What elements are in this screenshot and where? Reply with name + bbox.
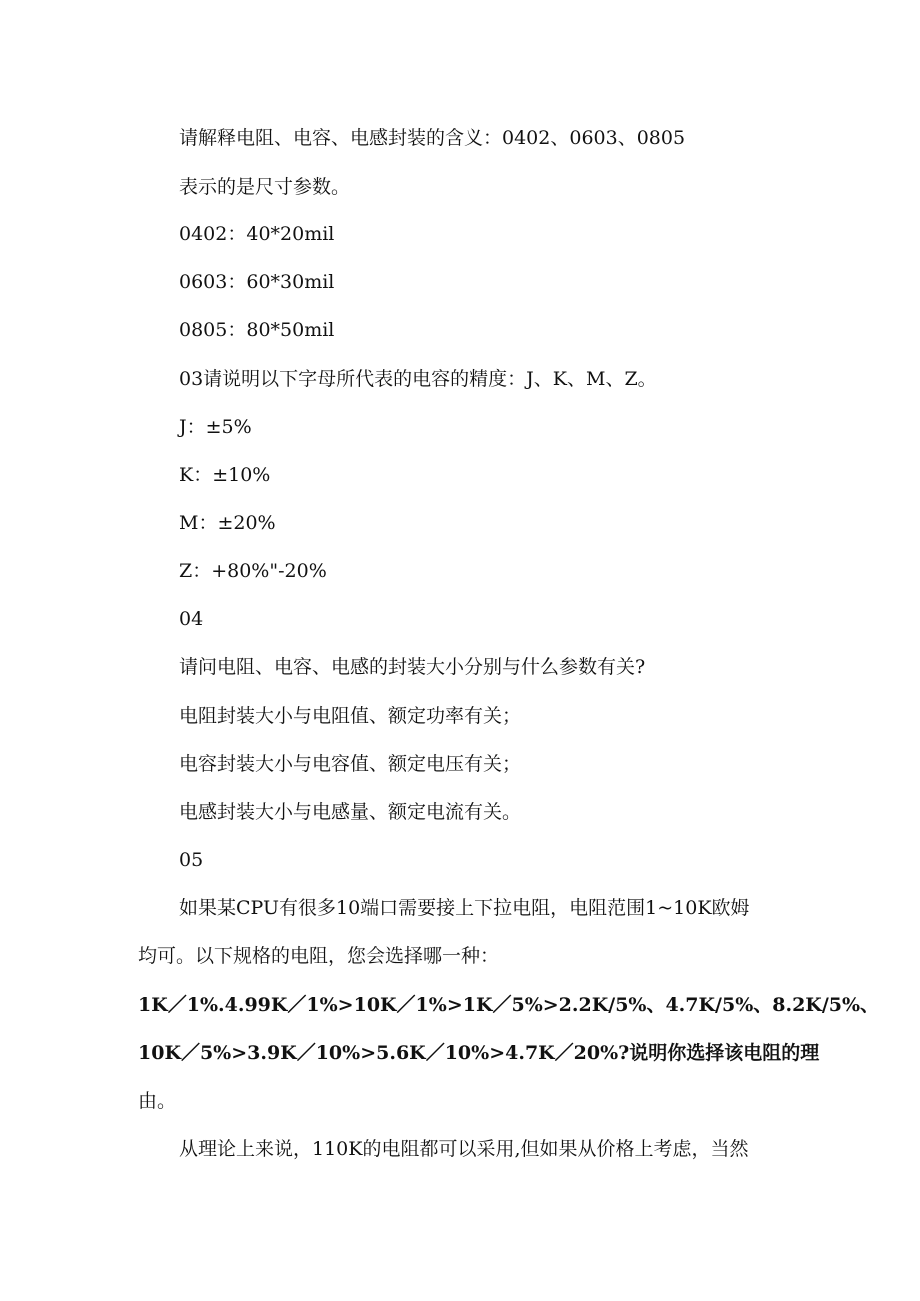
question-05-line-2: 均可。以下规格的电阻，您会选择哪一种： [138, 945, 500, 967]
answer-03-line-1: J：±5% [179, 416, 252, 438]
section-04-number: 04 [179, 608, 204, 630]
question-03-line: 03请说明以下字母所代表的电容的精度：J、K、M、Z。 [179, 368, 657, 390]
answer-02-line-2: 0402：40*20mil [179, 223, 335, 245]
answer-03-line-3: M：±20% [179, 512, 276, 534]
question-05-line-5: 由。 [138, 1090, 177, 1112]
answer-03-line-2: K：±10% [179, 464, 271, 486]
question-05-line-3: 1K／1%.4.99K／1%>10K／1%>1K／5%>2.2K/5%、4.7K/5%、8.2K/5%、 [138, 994, 880, 1016]
answer-04-line-1: 电阻封装大小与电阻值、额定功率有关； [179, 705, 522, 727]
answer-03-line-4: Z：+80%"-20% [179, 560, 327, 582]
question-02-line-1: 请解释电阻、电容、电感封装的含义：0402、0603、0805 [179, 127, 686, 149]
question-05-line-1: 如果某CPU有很多10端口需要接上下拉电阻，电阻范围1~10K欧姆 [179, 897, 750, 919]
answer-04-line-2: 电容封装大小与电容值、额定电压有关； [179, 753, 522, 775]
question-04-line: 请问电阻、电容、电感的封装大小分别与什么参数有关? [179, 656, 646, 678]
question-05-line-4: 10K／5%>3.9K／10%>5.6K／10%>4.7K／20%?说明你选择该电阻的理 [138, 1042, 820, 1064]
answer-02-line-1: 表示的是尺寸参数。 [179, 176, 351, 198]
section-05-number: 05 [179, 849, 204, 871]
answer-04-line-3: 电感封装大小与电感量、额定电流有关。 [179, 801, 522, 823]
answer-02-line-3: 0603：60*30mil [179, 271, 335, 293]
answer-05-line-1: 从理论上来说，110K的电阻都可以采用,但如果从价格上考虑，当然 [179, 1138, 749, 1160]
answer-02-line-4: 0805：80*50mil [179, 319, 335, 341]
